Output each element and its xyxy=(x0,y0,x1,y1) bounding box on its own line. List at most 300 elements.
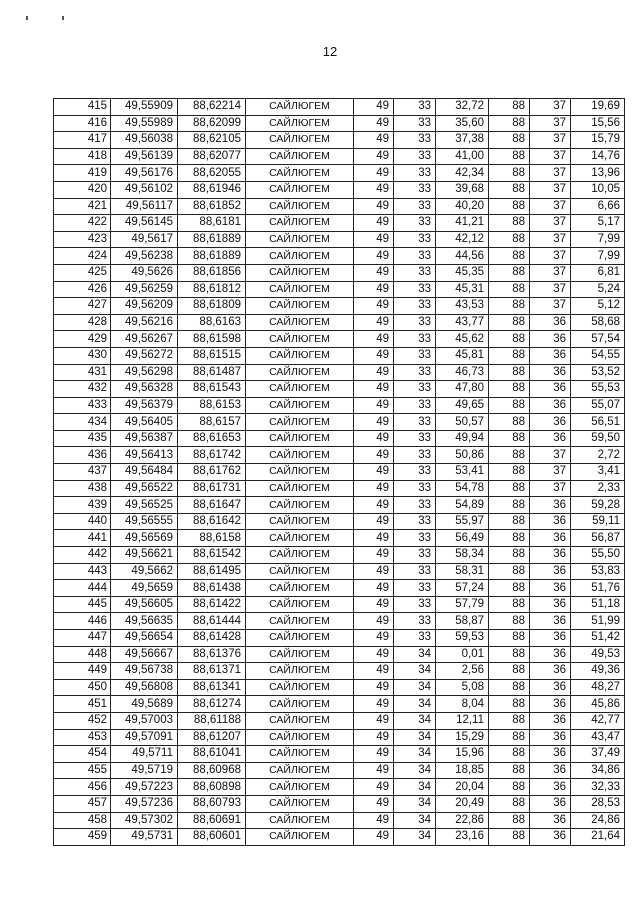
table-row xyxy=(54,99,625,116)
lon-seconds-cell: 56,87 xyxy=(571,530,625,547)
lon-degrees-cell: 88 xyxy=(489,679,530,696)
lon-seconds-cell: 21,64 xyxy=(571,829,625,846)
name-cell: САЙЛЮГЕМ xyxy=(246,447,354,464)
latitude-cell: 49,56272 xyxy=(111,347,178,364)
lon-degrees-cell: 88 xyxy=(489,613,530,630)
lat-degrees-cell: 49 xyxy=(354,613,394,630)
lon-seconds-cell: 13,96 xyxy=(571,165,625,182)
latitude-cell: 49,57003 xyxy=(111,712,178,729)
lon-minutes-cell: 37 xyxy=(530,115,571,132)
latitude-cell: 49,55909 xyxy=(111,99,178,116)
table-row xyxy=(54,414,625,431)
point-number-cell: 439 xyxy=(54,497,111,514)
lon-degrees-cell: 88 xyxy=(489,331,530,348)
lon-minutes-cell: 37 xyxy=(530,264,571,281)
lat-degrees-cell: 49 xyxy=(354,596,394,613)
name-cell: САЙЛЮГЕМ xyxy=(246,596,354,613)
longitude-cell: 88,61376 xyxy=(178,646,246,663)
table-row xyxy=(54,364,625,381)
lon-seconds-cell: 45,86 xyxy=(571,696,625,713)
name-cell: САЙЛЮГЕМ xyxy=(246,148,354,165)
lon-degrees-cell: 88 xyxy=(489,115,530,132)
latitude-cell: 49,5617 xyxy=(111,231,178,248)
lon-minutes-cell: 37 xyxy=(530,215,571,232)
lon-minutes-cell: 37 xyxy=(530,231,571,248)
lat-degrees-cell: 49 xyxy=(354,530,394,547)
lon-seconds-cell: 43,47 xyxy=(571,729,625,746)
lat-minutes-cell: 33 xyxy=(394,115,436,132)
point-number-cell: 444 xyxy=(54,580,111,597)
lat-seconds-cell: 8,04 xyxy=(436,696,489,713)
lat-seconds-cell: 43,77 xyxy=(436,314,489,331)
lon-minutes-cell: 36 xyxy=(530,696,571,713)
point-number-cell: 437 xyxy=(54,464,111,481)
point-number-cell: 431 xyxy=(54,364,111,381)
lon-minutes-cell: 37 xyxy=(530,298,571,315)
name-cell: САЙЛЮГЕМ xyxy=(246,397,354,414)
longitude-cell: 88,6153 xyxy=(178,397,246,414)
lat-minutes-cell: 33 xyxy=(394,547,436,564)
point-number-cell: 455 xyxy=(54,762,111,779)
longitude-cell: 88,6181 xyxy=(178,215,246,232)
lat-seconds-cell: 49,94 xyxy=(436,430,489,447)
lat-minutes-cell: 33 xyxy=(394,331,436,348)
latitude-cell: 49,56605 xyxy=(111,596,178,613)
name-cell: САЙЛЮГЕМ xyxy=(246,630,354,647)
name-cell: САЙЛЮГЕМ xyxy=(246,829,354,846)
latitude-cell: 49,56379 xyxy=(111,397,178,414)
lat-degrees-cell: 49 xyxy=(354,281,394,298)
point-number-cell: 429 xyxy=(54,331,111,348)
lat-minutes-cell: 33 xyxy=(394,480,436,497)
latitude-cell: 49,57091 xyxy=(111,729,178,746)
longitude-cell: 88,61422 xyxy=(178,596,246,613)
lat-seconds-cell: 45,35 xyxy=(436,264,489,281)
point-number-cell: 418 xyxy=(54,148,111,165)
lon-seconds-cell: 15,56 xyxy=(571,115,625,132)
latitude-cell: 49,57236 xyxy=(111,795,178,812)
lat-minutes-cell: 34 xyxy=(394,679,436,696)
point-number-cell: 457 xyxy=(54,795,111,812)
lat-degrees-cell: 49 xyxy=(354,679,394,696)
latitude-cell: 49,5626 xyxy=(111,264,178,281)
lat-seconds-cell: 42,12 xyxy=(436,231,489,248)
lon-seconds-cell: 57,54 xyxy=(571,331,625,348)
lon-degrees-cell: 88 xyxy=(489,132,530,149)
lon-seconds-cell: 34,86 xyxy=(571,762,625,779)
lat-degrees-cell: 49 xyxy=(354,248,394,265)
lat-minutes-cell: 34 xyxy=(394,696,436,713)
table-row xyxy=(54,596,625,613)
lat-minutes-cell: 33 xyxy=(394,580,436,597)
lat-minutes-cell: 33 xyxy=(394,613,436,630)
lat-seconds-cell: 57,24 xyxy=(436,580,489,597)
lon-degrees-cell: 88 xyxy=(489,712,530,729)
lat-degrees-cell: 49 xyxy=(354,829,394,846)
lon-minutes-cell: 36 xyxy=(530,679,571,696)
table-row xyxy=(54,464,625,481)
longitude-cell: 88,61809 xyxy=(178,298,246,315)
page-number: 12 xyxy=(322,44,338,59)
lat-minutes-cell: 34 xyxy=(394,646,436,663)
lon-minutes-cell: 36 xyxy=(530,563,571,580)
latitude-cell: 49,5731 xyxy=(111,829,178,846)
lon-seconds-cell: 59,28 xyxy=(571,497,625,514)
lat-seconds-cell: 50,57 xyxy=(436,414,489,431)
name-cell: САЙЛЮГЕМ xyxy=(246,513,354,530)
table-row xyxy=(54,132,625,149)
table-row xyxy=(54,347,625,364)
name-cell: САЙЛЮГЕМ xyxy=(246,314,354,331)
point-number-cell: 440 xyxy=(54,513,111,530)
lat-degrees-cell: 49 xyxy=(354,181,394,198)
name-cell: САЙЛЮГЕМ xyxy=(246,547,354,564)
latitude-cell: 49,5689 xyxy=(111,696,178,713)
lat-minutes-cell: 33 xyxy=(394,397,436,414)
lon-minutes-cell: 36 xyxy=(530,331,571,348)
latitude-cell: 49,56176 xyxy=(111,165,178,182)
point-number-cell: 443 xyxy=(54,563,111,580)
lon-minutes-cell: 37 xyxy=(530,281,571,298)
table-row xyxy=(54,314,625,331)
lon-seconds-cell: 5,17 xyxy=(571,215,625,232)
table-row xyxy=(54,679,625,696)
name-cell: САЙЛЮГЕМ xyxy=(246,663,354,680)
lon-minutes-cell: 36 xyxy=(530,347,571,364)
lon-seconds-cell: 2,33 xyxy=(571,480,625,497)
lat-degrees-cell: 49 xyxy=(354,198,394,215)
lat-seconds-cell: 57,79 xyxy=(436,596,489,613)
name-cell: САЙЛЮГЕМ xyxy=(246,779,354,796)
lat-minutes-cell: 33 xyxy=(394,530,436,547)
name-cell: САЙЛЮГЕМ xyxy=(246,530,354,547)
lat-minutes-cell: 33 xyxy=(394,198,436,215)
lat-degrees-cell: 49 xyxy=(354,397,394,414)
lat-seconds-cell: 54,78 xyxy=(436,480,489,497)
lat-degrees-cell: 49 xyxy=(354,696,394,713)
lon-degrees-cell: 88 xyxy=(489,381,530,398)
lat-degrees-cell: 49 xyxy=(354,447,394,464)
lat-minutes-cell: 34 xyxy=(394,829,436,846)
lat-degrees-cell: 49 xyxy=(354,746,394,763)
name-cell: САЙЛЮГЕМ xyxy=(246,646,354,663)
longitude-cell: 88,61856 xyxy=(178,264,246,281)
lat-seconds-cell: 50,86 xyxy=(436,447,489,464)
lon-seconds-cell: 10,05 xyxy=(571,181,625,198)
lat-seconds-cell: 53,41 xyxy=(436,464,489,481)
point-number-cell: 433 xyxy=(54,397,111,414)
table-row xyxy=(54,829,625,846)
name-cell: САЙЛЮГЕМ xyxy=(246,381,354,398)
lon-minutes-cell: 36 xyxy=(530,414,571,431)
lon-minutes-cell: 36 xyxy=(530,795,571,812)
lon-seconds-cell: 53,52 xyxy=(571,364,625,381)
point-number-cell: 430 xyxy=(54,347,111,364)
lon-degrees-cell: 88 xyxy=(489,497,530,514)
longitude-cell: 88,62077 xyxy=(178,148,246,165)
lon-seconds-cell: 58,68 xyxy=(571,314,625,331)
lat-minutes-cell: 33 xyxy=(394,447,436,464)
lon-minutes-cell: 36 xyxy=(530,530,571,547)
table-row xyxy=(54,580,625,597)
latitude-cell: 49,57302 xyxy=(111,812,178,829)
lat-seconds-cell: 49,65 xyxy=(436,397,489,414)
lon-minutes-cell: 36 xyxy=(530,314,571,331)
longitude-cell: 88,6157 xyxy=(178,414,246,431)
point-number-cell: 417 xyxy=(54,132,111,149)
latitude-cell: 49,5659 xyxy=(111,580,178,597)
longitude-cell: 88,62055 xyxy=(178,165,246,182)
point-number-cell: 426 xyxy=(54,281,111,298)
name-cell: САЙЛЮГЕМ xyxy=(246,679,354,696)
name-cell: САЙЛЮГЕМ xyxy=(246,729,354,746)
lon-degrees-cell: 88 xyxy=(489,696,530,713)
longitude-cell: 88,61371 xyxy=(178,663,246,680)
table-row xyxy=(54,762,625,779)
lon-seconds-cell: 3,41 xyxy=(571,464,625,481)
longitude-cell: 88,61207 xyxy=(178,729,246,746)
name-cell: САЙЛЮГЕМ xyxy=(246,248,354,265)
name-cell: САЙЛЮГЕМ xyxy=(246,414,354,431)
longitude-cell: 88,60601 xyxy=(178,829,246,846)
lat-degrees-cell: 49 xyxy=(354,580,394,597)
longitude-cell: 88,61742 xyxy=(178,447,246,464)
lon-degrees-cell: 88 xyxy=(489,596,530,613)
table-row xyxy=(54,795,625,812)
longitude-cell: 88,60968 xyxy=(178,762,246,779)
lat-minutes-cell: 33 xyxy=(394,248,436,265)
lon-degrees-cell: 88 xyxy=(489,198,530,215)
lat-minutes-cell: 33 xyxy=(394,281,436,298)
lat-seconds-cell: 42,34 xyxy=(436,165,489,182)
name-cell: САЙЛЮГЕМ xyxy=(246,580,354,597)
point-number-cell: 453 xyxy=(54,729,111,746)
lat-minutes-cell: 33 xyxy=(394,430,436,447)
lon-seconds-cell: 53,83 xyxy=(571,563,625,580)
lon-degrees-cell: 88 xyxy=(489,181,530,198)
longitude-cell: 88,61889 xyxy=(178,248,246,265)
name-cell: САЙЛЮГЕМ xyxy=(246,165,354,182)
lon-degrees-cell: 88 xyxy=(489,746,530,763)
lon-minutes-cell: 37 xyxy=(530,464,571,481)
table-row xyxy=(54,115,625,132)
lat-seconds-cell: 20,49 xyxy=(436,795,489,812)
latitude-cell: 49,56405 xyxy=(111,414,178,431)
point-number-cell: 427 xyxy=(54,298,111,315)
name-cell: САЙЛЮГЕМ xyxy=(246,812,354,829)
lat-minutes-cell: 34 xyxy=(394,795,436,812)
latitude-cell: 49,56328 xyxy=(111,381,178,398)
latitude-cell: 49,56522 xyxy=(111,480,178,497)
lon-seconds-cell: 49,36 xyxy=(571,663,625,680)
lon-degrees-cell: 88 xyxy=(489,447,530,464)
lon-degrees-cell: 88 xyxy=(489,231,530,248)
lat-degrees-cell: 49 xyxy=(354,795,394,812)
latitude-cell: 49,56216 xyxy=(111,314,178,331)
latitude-cell: 49,55989 xyxy=(111,115,178,132)
point-number-cell: 432 xyxy=(54,381,111,398)
point-number-cell: 452 xyxy=(54,712,111,729)
lat-seconds-cell: 43,53 xyxy=(436,298,489,315)
lon-seconds-cell: 15,79 xyxy=(571,132,625,149)
longitude-cell: 88,61438 xyxy=(178,580,246,597)
point-number-cell: 456 xyxy=(54,779,111,796)
lon-minutes-cell: 36 xyxy=(530,364,571,381)
name-cell: САЙЛЮГЕМ xyxy=(246,464,354,481)
lon-seconds-cell: 14,76 xyxy=(571,148,625,165)
lon-degrees-cell: 88 xyxy=(489,165,530,182)
table-row xyxy=(54,381,625,398)
point-number-cell: 434 xyxy=(54,414,111,431)
lon-seconds-cell: 48,27 xyxy=(571,679,625,696)
latitude-cell: 49,56139 xyxy=(111,148,178,165)
longitude-cell: 88,61487 xyxy=(178,364,246,381)
lat-seconds-cell: 23,16 xyxy=(436,829,489,846)
lat-degrees-cell: 49 xyxy=(354,347,394,364)
lon-degrees-cell: 88 xyxy=(489,347,530,364)
longitude-cell: 88,60793 xyxy=(178,795,246,812)
lat-degrees-cell: 49 xyxy=(354,712,394,729)
lat-seconds-cell: 45,81 xyxy=(436,347,489,364)
lat-seconds-cell: 32,72 xyxy=(436,99,489,116)
lat-minutes-cell: 33 xyxy=(394,132,436,149)
scan-mark xyxy=(62,16,64,20)
latitude-cell: 49,56038 xyxy=(111,132,178,149)
table-row xyxy=(54,613,625,630)
point-number-cell: 415 xyxy=(54,99,111,116)
lat-minutes-cell: 33 xyxy=(394,347,436,364)
lon-seconds-cell: 5,24 xyxy=(571,281,625,298)
longitude-cell: 88,61653 xyxy=(178,430,246,447)
name-cell: САЙЛЮГЕМ xyxy=(246,181,354,198)
latitude-cell: 49,56387 xyxy=(111,430,178,447)
table-row xyxy=(54,480,625,497)
lon-minutes-cell: 36 xyxy=(530,762,571,779)
lat-degrees-cell: 49 xyxy=(354,148,394,165)
table-body xyxy=(54,99,625,846)
point-number-cell: 435 xyxy=(54,430,111,447)
lon-minutes-cell: 37 xyxy=(530,165,571,182)
point-number-cell: 423 xyxy=(54,231,111,248)
lon-seconds-cell: 55,53 xyxy=(571,381,625,398)
name-cell: САЙЛЮГЕМ xyxy=(246,430,354,447)
scan-mark xyxy=(26,16,28,20)
lon-minutes-cell: 37 xyxy=(530,181,571,198)
longitude-cell: 88,61542 xyxy=(178,547,246,564)
lat-seconds-cell: 40,20 xyxy=(436,198,489,215)
lat-degrees-cell: 49 xyxy=(354,762,394,779)
lon-degrees-cell: 88 xyxy=(489,314,530,331)
lon-minutes-cell: 37 xyxy=(530,447,571,464)
lon-minutes-cell: 36 xyxy=(530,596,571,613)
lat-degrees-cell: 49 xyxy=(354,630,394,647)
lat-degrees-cell: 49 xyxy=(354,663,394,680)
table-row xyxy=(54,530,625,547)
lat-seconds-cell: 54,89 xyxy=(436,497,489,514)
lat-seconds-cell: 58,31 xyxy=(436,563,489,580)
lat-seconds-cell: 37,38 xyxy=(436,132,489,149)
name-cell: САЙЛЮГЕМ xyxy=(246,746,354,763)
table-row xyxy=(54,215,625,232)
lon-degrees-cell: 88 xyxy=(489,762,530,779)
lat-degrees-cell: 49 xyxy=(354,132,394,149)
lat-degrees-cell: 49 xyxy=(354,381,394,398)
lat-degrees-cell: 49 xyxy=(354,264,394,281)
lat-minutes-cell: 33 xyxy=(394,630,436,647)
lon-minutes-cell: 36 xyxy=(530,746,571,763)
table-row xyxy=(54,663,625,680)
table-row xyxy=(54,513,625,530)
latitude-cell: 49,57223 xyxy=(111,779,178,796)
lat-degrees-cell: 49 xyxy=(354,497,394,514)
latitude-cell: 49,56569 xyxy=(111,530,178,547)
lon-degrees-cell: 88 xyxy=(489,430,530,447)
table-row xyxy=(54,430,625,447)
lat-seconds-cell: 22,86 xyxy=(436,812,489,829)
coordinates-table xyxy=(53,98,625,846)
lon-minutes-cell: 36 xyxy=(530,712,571,729)
name-cell: САЙЛЮГЕМ xyxy=(246,115,354,132)
point-number-cell: 425 xyxy=(54,264,111,281)
table-row xyxy=(54,696,625,713)
name-cell: САЙЛЮГЕМ xyxy=(246,347,354,364)
lon-seconds-cell: 32,33 xyxy=(571,779,625,796)
table-row xyxy=(54,712,625,729)
lat-minutes-cell: 33 xyxy=(394,596,436,613)
lon-minutes-cell: 37 xyxy=(530,148,571,165)
lat-minutes-cell: 33 xyxy=(394,231,436,248)
lat-seconds-cell: 15,96 xyxy=(436,746,489,763)
point-number-cell: 424 xyxy=(54,248,111,265)
lon-minutes-cell: 36 xyxy=(530,397,571,414)
lon-degrees-cell: 88 xyxy=(489,779,530,796)
lon-seconds-cell: 51,76 xyxy=(571,580,625,597)
lat-seconds-cell: 41,00 xyxy=(436,148,489,165)
latitude-cell: 49,56738 xyxy=(111,663,178,680)
lon-degrees-cell: 88 xyxy=(489,563,530,580)
lat-seconds-cell: 45,62 xyxy=(436,331,489,348)
lon-minutes-cell: 36 xyxy=(530,729,571,746)
longitude-cell: 88,61543 xyxy=(178,381,246,398)
longitude-cell: 88,61341 xyxy=(178,679,246,696)
lat-degrees-cell: 49 xyxy=(354,115,394,132)
longitude-cell: 88,61515 xyxy=(178,347,246,364)
longitude-cell: 88,6163 xyxy=(178,314,246,331)
lat-degrees-cell: 49 xyxy=(354,298,394,315)
table-row xyxy=(54,646,625,663)
lon-minutes-cell: 36 xyxy=(530,663,571,680)
lat-minutes-cell: 34 xyxy=(394,762,436,779)
lat-seconds-cell: 12,11 xyxy=(436,712,489,729)
lon-minutes-cell: 36 xyxy=(530,630,571,647)
name-cell: САЙЛЮГЕМ xyxy=(246,231,354,248)
longitude-cell: 88,61946 xyxy=(178,181,246,198)
longitude-cell: 88,62105 xyxy=(178,132,246,149)
name-cell: САЙЛЮГЕМ xyxy=(246,132,354,149)
lon-minutes-cell: 37 xyxy=(530,480,571,497)
lon-degrees-cell: 88 xyxy=(489,646,530,663)
lat-minutes-cell: 33 xyxy=(394,497,436,514)
lon-degrees-cell: 88 xyxy=(489,530,530,547)
point-number-cell: 436 xyxy=(54,447,111,464)
lon-seconds-cell: 37,49 xyxy=(571,746,625,763)
longitude-cell: 88,60691 xyxy=(178,812,246,829)
point-number-cell: 420 xyxy=(54,181,111,198)
table-row xyxy=(54,331,625,348)
lat-degrees-cell: 49 xyxy=(354,314,394,331)
lon-degrees-cell: 88 xyxy=(489,99,530,116)
lon-minutes-cell: 36 xyxy=(530,580,571,597)
